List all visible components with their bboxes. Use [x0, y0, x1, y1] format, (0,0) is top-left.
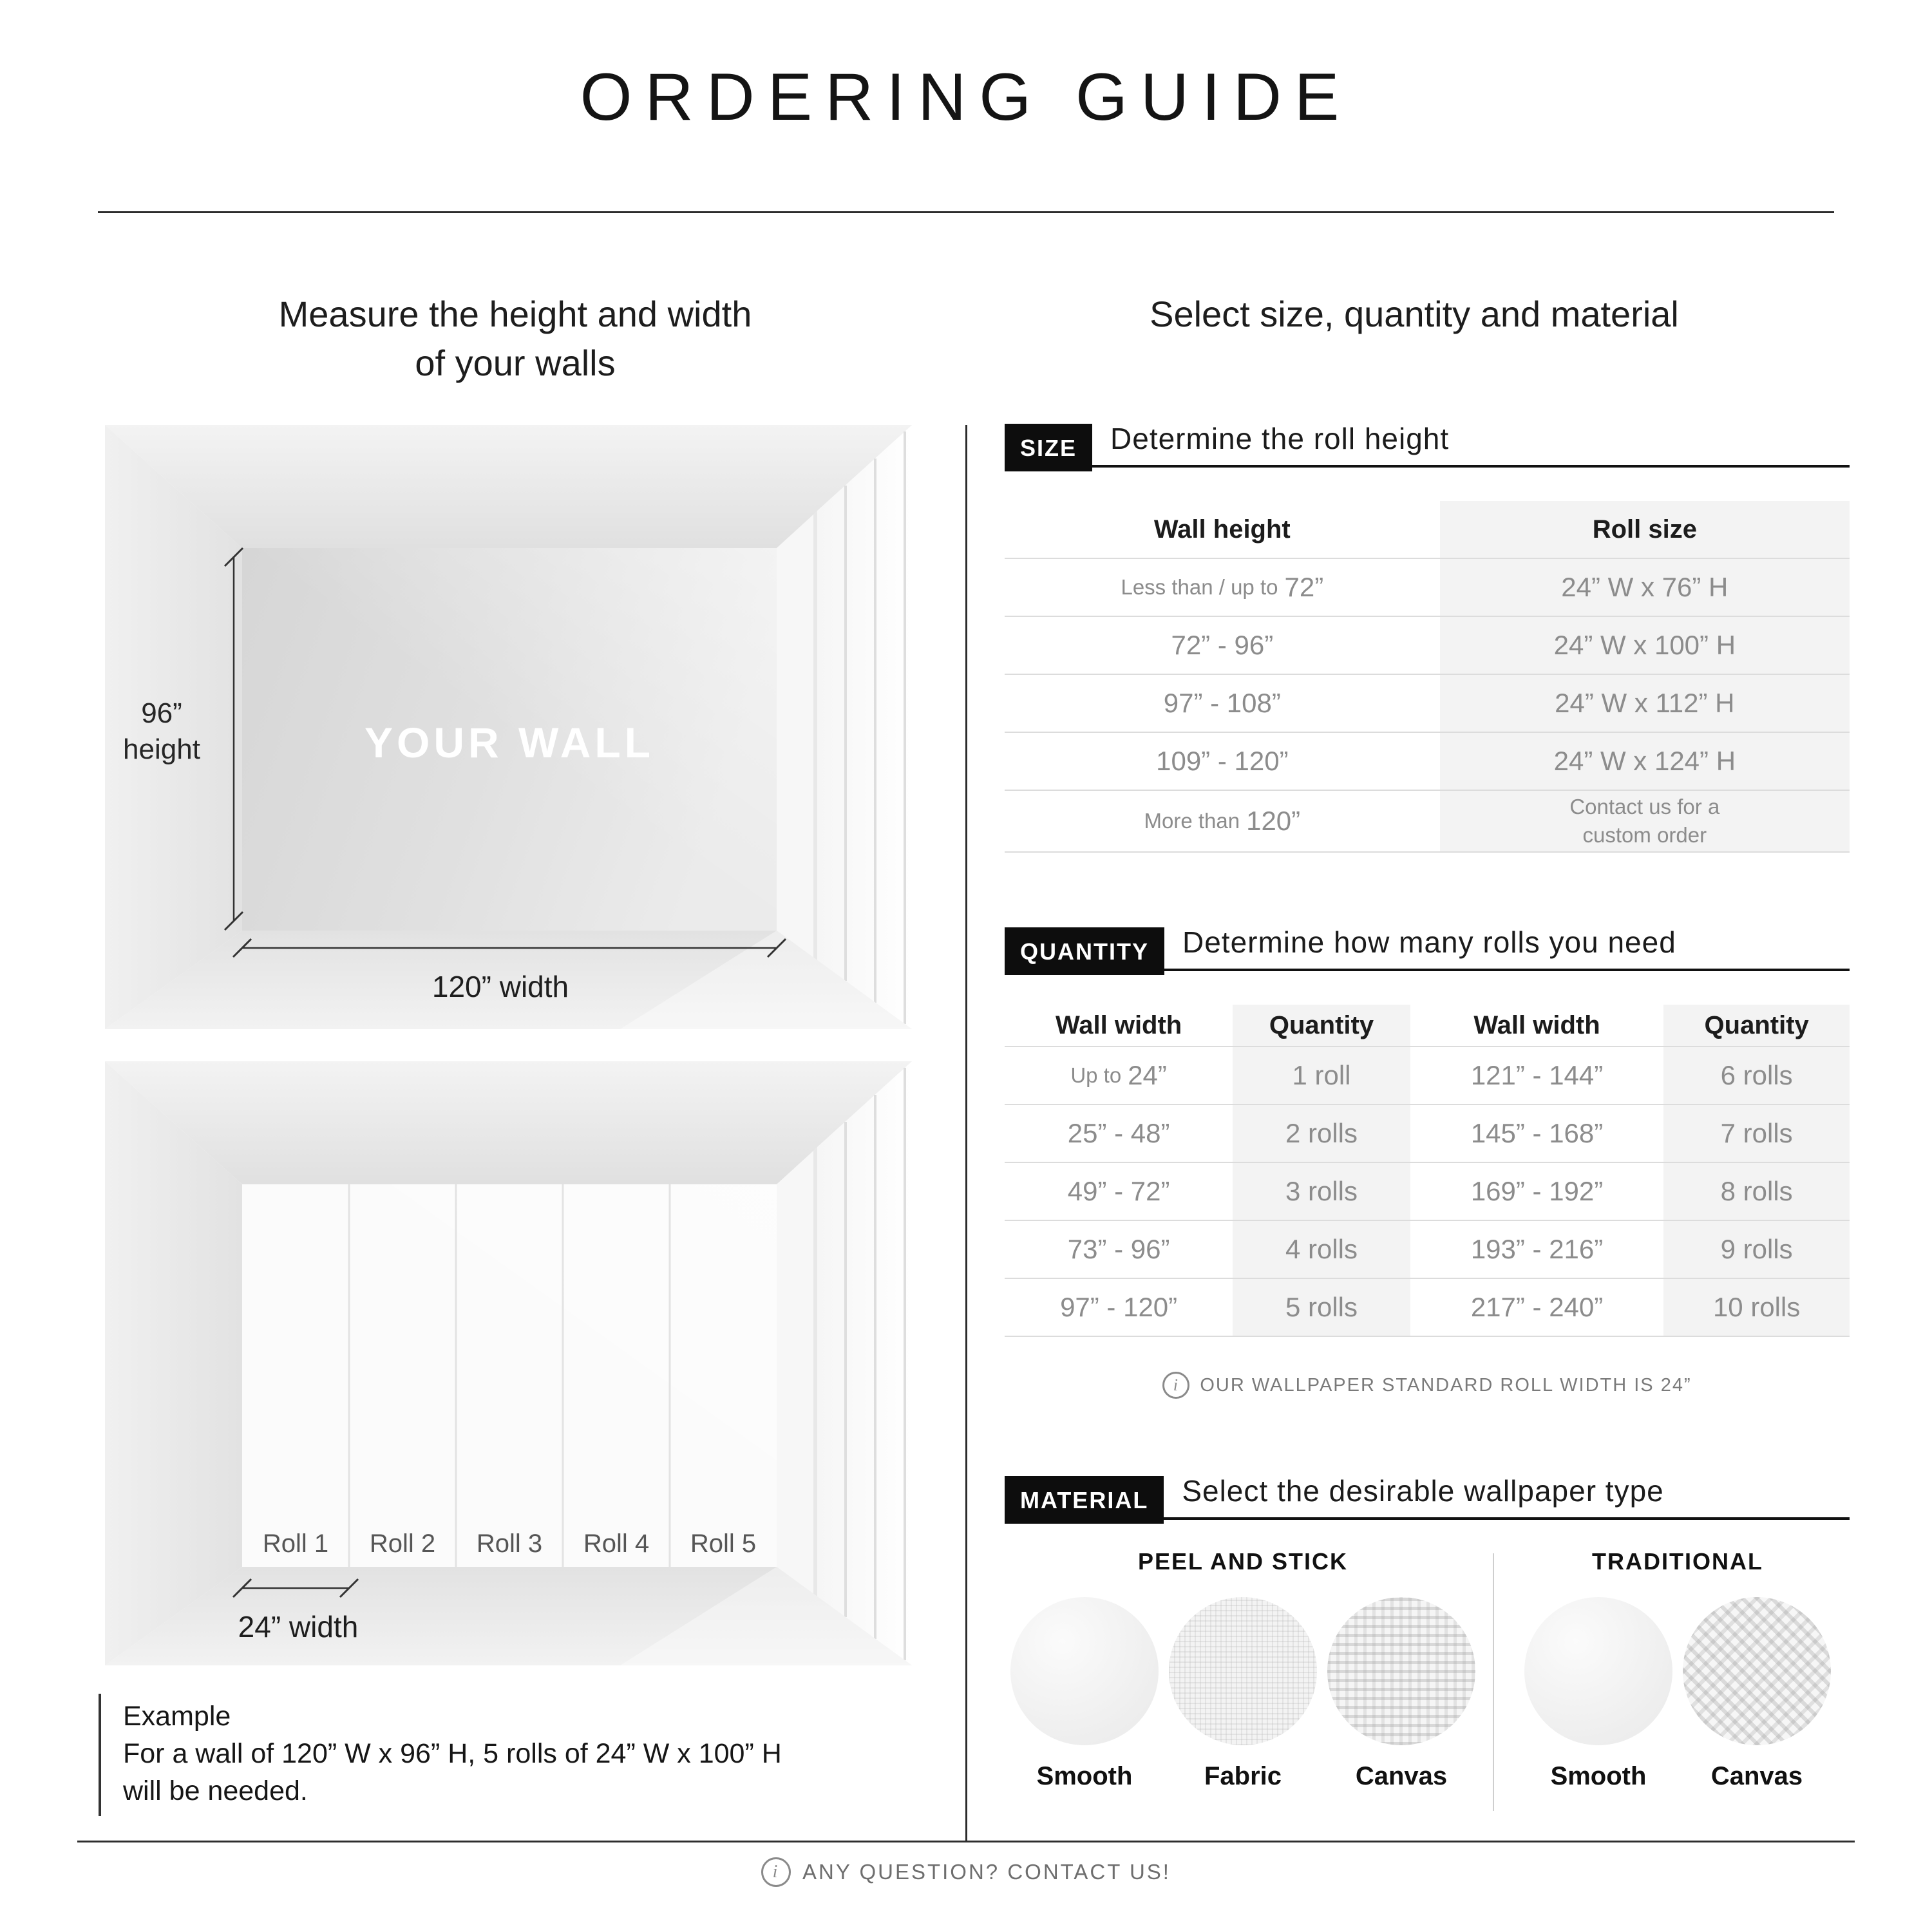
qty-row-value: 24”: [1128, 1060, 1167, 1090]
size-col-header-wall-height: Wall height: [1153, 515, 1291, 544]
material-badge: MATERIAL: [1005, 1476, 1164, 1524]
swatch-smooth: [1524, 1597, 1672, 1791]
swatch-label: Canvas: [1355, 1762, 1448, 1790]
smooth-texture-swatch: [1010, 1597, 1159, 1745]
example-line2: will be needed.: [123, 1776, 308, 1806]
material-groups: [1005, 1548, 1850, 1811]
left-column-heading: [103, 290, 927, 388]
qty-row-quantity: 8 rolls: [1663, 1162, 1850, 1220]
qty-row-quantity: 9 rolls: [1663, 1220, 1850, 1278]
peel-and-stick-label: PEEL AND STICK: [1137, 1548, 1349, 1575]
traditional-group: [1506, 1548, 1850, 1811]
roll-width-note-text: OUR WALLPAPER STANDARD ROLL WIDTH IS 24”: [1200, 1374, 1692, 1396]
size-row-roll-size: 24” W x 124” H: [1440, 732, 1850, 790]
quantity-badge: QUANTITY: [1005, 927, 1164, 975]
material-group-divider: [1493, 1553, 1494, 1811]
smooth-texture-swatch: [1524, 1597, 1672, 1745]
roll-label-5: Roll 5: [690, 1530, 757, 1558]
custom-order-line1: Contact us for a: [1569, 795, 1720, 819]
swatch-fabric: [1169, 1597, 1317, 1791]
example-block: [99, 1694, 782, 1816]
swatch-smooth: [1010, 1597, 1159, 1791]
qty-row-wall-width: 169” - 192”: [1410, 1162, 1664, 1220]
size-row-wall-height: 72” - 96”: [1005, 616, 1440, 674]
swatch-canvas: [1327, 1597, 1475, 1791]
size-row-roll-size: 24” W x 112” H: [1440, 674, 1850, 732]
material-subtitle: Select the desirable wallpaper type: [1164, 1473, 1850, 1520]
qty-col-header: Wall width: [1055, 1010, 1182, 1039]
qty-row-wall-width: 121” - 144”: [1410, 1046, 1664, 1104]
size-row-prefix: More than: [1144, 809, 1240, 833]
roll-label-2: Roll 2: [369, 1530, 436, 1558]
quantity-subtitle: Determine how many rolls you need: [1164, 925, 1850, 971]
size-badge: SIZE: [1005, 424, 1092, 471]
qty-row-wall-width: 49” - 72”: [1005, 1162, 1233, 1220]
column-divider: [965, 425, 967, 1842]
qty-row-wall-width: 25” - 48”: [1005, 1104, 1233, 1162]
qty-col-header: Wall width: [1473, 1010, 1600, 1039]
peel-and-stick-group: [1005, 1548, 1481, 1811]
size-row-value: 72”: [1284, 572, 1324, 602]
custom-order-line2: custom order: [1582, 823, 1707, 847]
info-icon: i: [761, 1857, 791, 1887]
qty-col-header: Quantity: [1663, 1005, 1850, 1046]
qty-row-wall-width: 217” - 240”: [1410, 1278, 1664, 1337]
right-column-heading: Select size, quantity and material: [1150, 294, 1679, 334]
canvas-texture-swatch: [1327, 1597, 1475, 1745]
peel-and-stick-swatches: [1010, 1597, 1475, 1791]
window-frame: [777, 515, 813, 958]
width-value-label: 120” width: [431, 970, 569, 1003]
qty-row-wall-width: 97” - 120”: [1005, 1278, 1233, 1337]
swatch-canvas: [1683, 1597, 1831, 1791]
roll-label-4: Roll 4: [583, 1530, 650, 1558]
size-table: [1005, 501, 1850, 853]
qty-row-quantity: 5 rolls: [1233, 1278, 1410, 1337]
swatch-label: Canvas: [1710, 1762, 1803, 1790]
window-frame: [777, 1151, 813, 1594]
rolls-room-illustration: [105, 1061, 912, 1665]
qty-row-wall-width: 73” - 96”: [1005, 1220, 1233, 1278]
material-section-header: [1005, 1473, 1850, 1520]
qty-row-quantity: 2 rolls: [1233, 1104, 1410, 1162]
roll-width-label: 24” width: [238, 1610, 359, 1643]
swatch-label: Smooth: [1036, 1762, 1133, 1790]
example-line1: For a wall of 120” W x 96” H, 5 rolls of 24” W x 100” H: [123, 1738, 782, 1769]
qty-col-header: Quantity: [1233, 1005, 1410, 1046]
left-heading-line1: Measure the height and width: [278, 294, 752, 334]
qty-row-wall-width: 193” - 216”: [1410, 1220, 1664, 1278]
size-row-value: 120”: [1246, 806, 1301, 836]
roll-width-note: [1005, 1372, 1850, 1399]
canvas-texture-swatch: [1683, 1597, 1831, 1745]
size-section: [1005, 421, 1850, 853]
qty-row-wall-width: 145” - 168”: [1410, 1104, 1664, 1162]
traditional-swatches: [1524, 1597, 1831, 1791]
ceiling: [105, 425, 912, 548]
qty-row-quantity: 4 rolls: [1233, 1220, 1410, 1278]
quantity-table: [1005, 1005, 1850, 1337]
qty-row-quantity: 3 rolls: [1233, 1162, 1410, 1220]
size-subtitle: Determine the roll height: [1092, 421, 1850, 468]
footer-divider: [77, 1841, 1855, 1842]
quantity-section-header: [1005, 925, 1850, 971]
ceiling: [105, 1061, 912, 1184]
size-row-wall-height: 109” - 120”: [1005, 732, 1440, 790]
quantity-section: [1005, 925, 1850, 1399]
roll-label-1: Roll 1: [262, 1530, 329, 1558]
size-row-wall-height: [1005, 558, 1440, 616]
size-row-roll-size: 24” W x 100” H: [1440, 616, 1850, 674]
material-section: [1005, 1473, 1850, 1811]
size-section-header: [1005, 421, 1850, 468]
height-value-label: 96”: [141, 697, 182, 729]
fabric-texture-swatch: [1169, 1597, 1317, 1745]
your-wall-label: YOUR WALL: [365, 719, 654, 766]
roll-label-3: Roll 3: [476, 1530, 543, 1558]
qty-row-prefix: Up to: [1070, 1063, 1122, 1087]
example-title: Example: [123, 1701, 231, 1732]
footer-text: ANY QUESTION? CONTACT US!: [802, 1860, 1171, 1884]
size-row-wall-height: 97” - 108”: [1005, 674, 1440, 732]
swatch-label: Fabric: [1204, 1762, 1282, 1790]
size-row-roll-size: [1440, 790, 1850, 853]
measured-room-illustration: [105, 425, 912, 1029]
qty-row-quantity: 7 rolls: [1663, 1104, 1850, 1162]
size-row-roll-size: 24” W x 76” H: [1440, 558, 1850, 616]
qty-row-quantity: 10 rolls: [1663, 1278, 1850, 1337]
page-title: ORDERING GUIDE: [580, 60, 1352, 135]
title-divider: [98, 211, 1834, 213]
wall-light-streak: [242, 1184, 777, 1567]
qty-row-wall-width: [1005, 1046, 1233, 1104]
window-glazing: [817, 425, 912, 1029]
qty-row-quantity: 1 roll: [1233, 1046, 1410, 1104]
swatch-label: Smooth: [1550, 1762, 1647, 1790]
size-col-header-roll-size: Roll size: [1440, 501, 1850, 558]
footer-note: [0, 1857, 1932, 1887]
traditional-label: TRADITIONAL: [1592, 1548, 1763, 1575]
left-heading-line2: of your walls: [415, 343, 616, 383]
size-row-prefix: Less than / up to: [1121, 575, 1278, 599]
qty-row-quantity: 6 rolls: [1663, 1046, 1850, 1104]
height-word-label: height: [123, 734, 200, 765]
size-row-wall-height: [1005, 790, 1440, 853]
info-icon: i: [1162, 1372, 1189, 1399]
window-glazing: [817, 1061, 912, 1665]
